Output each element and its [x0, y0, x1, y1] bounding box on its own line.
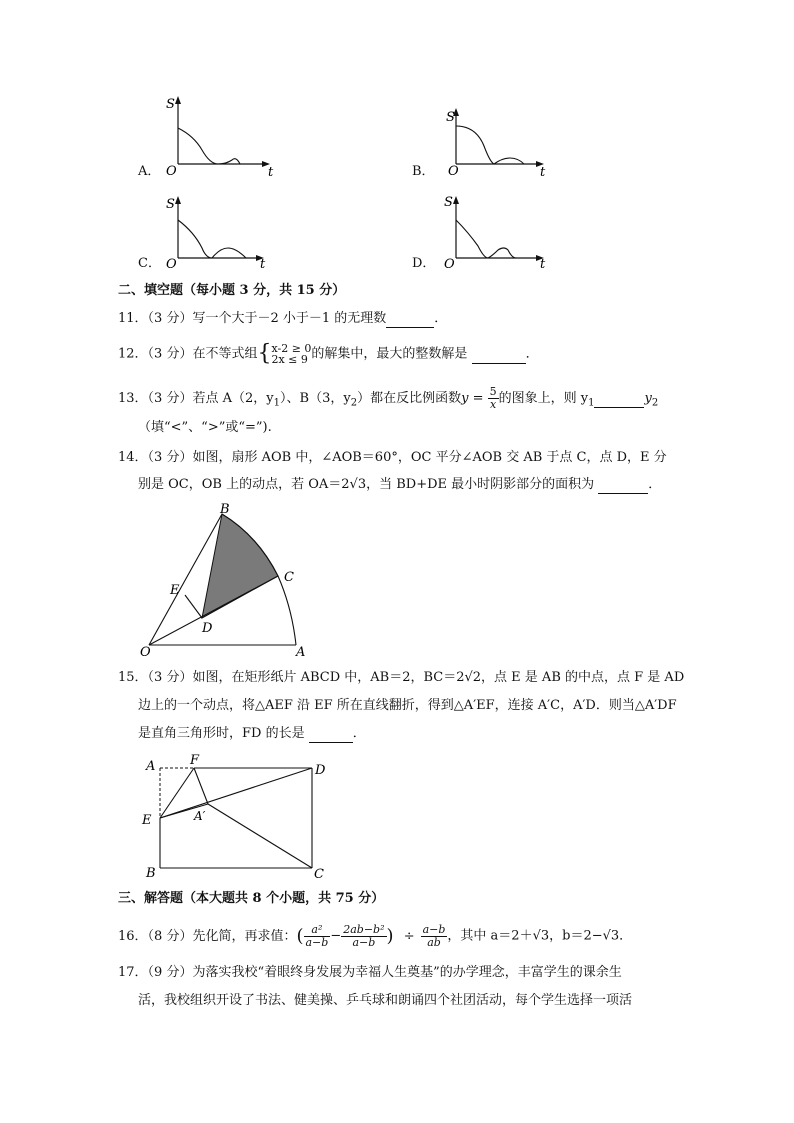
q15-label-e: E [142, 813, 152, 828]
q13-mid-2: ）都在反比例函数 [357, 391, 462, 406]
q15-score: （3 分） [147, 670, 193, 685]
q14-line-2 [138, 477, 661, 494]
q13-s2: 2 [651, 397, 659, 409]
option-b [410, 104, 560, 186]
option-c-ylabel: S [166, 197, 175, 212]
q13-eq: = [472, 391, 484, 406]
q15-label-a: A [146, 759, 156, 774]
q16-f3-num: a−b [422, 923, 446, 936]
q14-label-e: E [170, 583, 180, 598]
q14-text-1: 如图，扇形 AOB 中，∠AOB＝60°，OC 平分∠AOB 交 AB 于点 C，点 D，E 分 [192, 450, 667, 465]
q13-fraction [488, 386, 499, 411]
q16-f3-den: ab [427, 936, 441, 949]
q14-label-a: A [296, 645, 306, 660]
option-b-origin: O [448, 164, 459, 179]
q12-ineq-1: x-2 ≥ 0 [271, 342, 312, 355]
option-c-graph [154, 192, 284, 274]
option-a-origin: O [166, 164, 177, 179]
q13-point-b: B（3，y [299, 391, 351, 406]
q13-s1: 1 [588, 397, 595, 409]
question-12 [118, 343, 539, 365]
q11-number: 11． [118, 311, 148, 326]
q16-f1-den: a−b [305, 936, 329, 949]
option-d-graph [432, 192, 562, 274]
q14-label-c: C [284, 570, 294, 585]
q15-label-f: F [190, 753, 200, 768]
q15-end: ． [352, 726, 366, 741]
option-b-label: B． [412, 164, 435, 179]
option-c-origin: O [166, 257, 177, 272]
q16-f2-den: a−b [352, 936, 376, 949]
q15-label-b: B [146, 866, 156, 881]
q13-frac-num: 5 [489, 385, 497, 398]
q12-pre: 在不等式组 [192, 346, 258, 362]
q13-score: （3 分） [147, 391, 193, 406]
q14-figure [140, 500, 310, 660]
q16-number: 16． [118, 929, 148, 944]
q17-score: （9 分） [147, 965, 193, 980]
q13-number: 13． [118, 391, 148, 406]
option-a-xlabel: t [268, 165, 274, 180]
option-b-ylabel: S [446, 110, 455, 125]
q14-end: ． [648, 477, 662, 492]
q13-answer-blank[interactable] [594, 391, 644, 408]
option-c-label: C． [138, 256, 161, 271]
section-2-title: 二、填空题（每小题 3 分，共 15 分） [118, 283, 346, 298]
q14-line-1 [118, 450, 667, 466]
q15-figure [140, 752, 340, 882]
q12-answer-blank[interactable] [472, 347, 526, 364]
q13-y2: y [644, 391, 652, 406]
option-d [410, 192, 560, 274]
q13-point-a: A（2，y [222, 391, 274, 406]
q14-number: 14． [118, 450, 148, 465]
option-a-label: A． [138, 164, 161, 179]
q16-post: ，其中 a＝2＋√3，b＝2−√3． [447, 928, 633, 944]
q12-post: 的解集中，最大的整数解是 [311, 346, 468, 362]
q13-y: y [461, 391, 469, 406]
q16-score: （8 分） [147, 929, 193, 944]
q15-line-3 [138, 726, 366, 743]
q14-label-o: O [140, 645, 151, 660]
option-a [134, 96, 284, 186]
q14-text-2: 别是 OC，OB 上的动点，若 OA＝2√3，当 BD+DE 最小时阴影部分的面积为 [138, 477, 595, 492]
q15-label-d: D [315, 763, 326, 778]
question-11 [118, 311, 447, 328]
q15-text-3: 是直角三角形时，FD 的长是 [138, 726, 305, 741]
option-d-xlabel: t [540, 257, 546, 272]
q15-line-2: 边上的一个动点，将△AEF 沿 EF 所在直线翻折，得到△A′EF，连接 A′C，A′D．则当△A′DF [138, 698, 677, 713]
q16-f1-num: a² [304, 924, 331, 937]
q13-line-2: （填“<”、“>”或“=”). [138, 420, 272, 435]
q13-sub-1: 1 [273, 397, 280, 409]
q12-end: ． [525, 346, 539, 362]
q16-f2-num: 2ab−b² [343, 923, 385, 936]
q15-number: 15． [118, 670, 148, 685]
q17-text-1: 为落实我校“着眼终身发展为幸福人生奠基”的办学理念，丰富学生的课余生 [192, 965, 622, 980]
q11-text: 写一个大于－2 小于－1 的无理数 [192, 311, 387, 326]
q16-paren-close: ) [386, 925, 394, 947]
option-c [134, 192, 284, 274]
q12-system-brace: { [257, 341, 272, 366]
q15-label-c: C [314, 867, 324, 882]
q12-ineq-2: 2x ≤ 9 [271, 353, 308, 366]
option-b-graph [432, 104, 562, 186]
q13-post: 的图象上，则 y [498, 391, 589, 406]
q16-paren-open: ( [296, 925, 304, 947]
option-a-graph [154, 96, 284, 186]
q11-answer-blank[interactable] [386, 311, 434, 328]
q16-minus: − [330, 928, 342, 944]
q16-fraction-2 [341, 924, 386, 949]
q16-divide: ÷ [403, 928, 415, 944]
option-d-ylabel: S [444, 195, 453, 210]
option-b-xlabel: t [540, 165, 546, 180]
q12-number: 12． [118, 346, 148, 362]
q14-label-d: D [202, 621, 213, 636]
q13-mid-1: ）、 [280, 391, 300, 406]
q12-score: （3 分） [147, 346, 193, 362]
question-13 [118, 386, 658, 412]
q11-score: （3 分） [147, 311, 193, 326]
option-d-label: D． [412, 256, 436, 271]
q14-label-b: B [220, 502, 230, 517]
q13-sub-2: 2 [350, 397, 358, 409]
q16-fraction-1 [304, 924, 331, 949]
q17-line-1 [118, 965, 622, 981]
q17-number: 17． [118, 965, 148, 980]
option-a-ylabel: S [166, 97, 175, 112]
q16-pre: 先化简，再求值： [192, 929, 297, 944]
q13-pre: 若点 [192, 391, 219, 406]
option-c-xlabel: t [260, 257, 266, 272]
q15-label-a-prime: A′ [194, 809, 206, 823]
q15-text-1: 如图，在矩形纸片 ABCD 中，AB＝2，BC＝2√2，点 E 是 AB 的中点，点 F 是 AD [192, 670, 685, 685]
q15-answer-blank[interactable] [309, 726, 353, 743]
q15-line-1 [118, 670, 684, 686]
q14-score: （3 分） [147, 450, 193, 465]
q13-frac-den: x [490, 398, 497, 411]
q16-fraction-3 [421, 924, 448, 949]
question-16 [118, 924, 632, 949]
section-3-title: 三、解答题（本大题共 8 个小题，共 75 分） [118, 891, 385, 906]
option-d-origin: O [444, 257, 455, 272]
q14-answer-blank[interactable] [598, 477, 648, 494]
q17-line-2: 活，我校组织开设了书法、健美操、乒乓球和朗诵四个社团活动，每个学生选择一项活 [138, 993, 633, 1008]
q11-end: ． [434, 311, 448, 326]
